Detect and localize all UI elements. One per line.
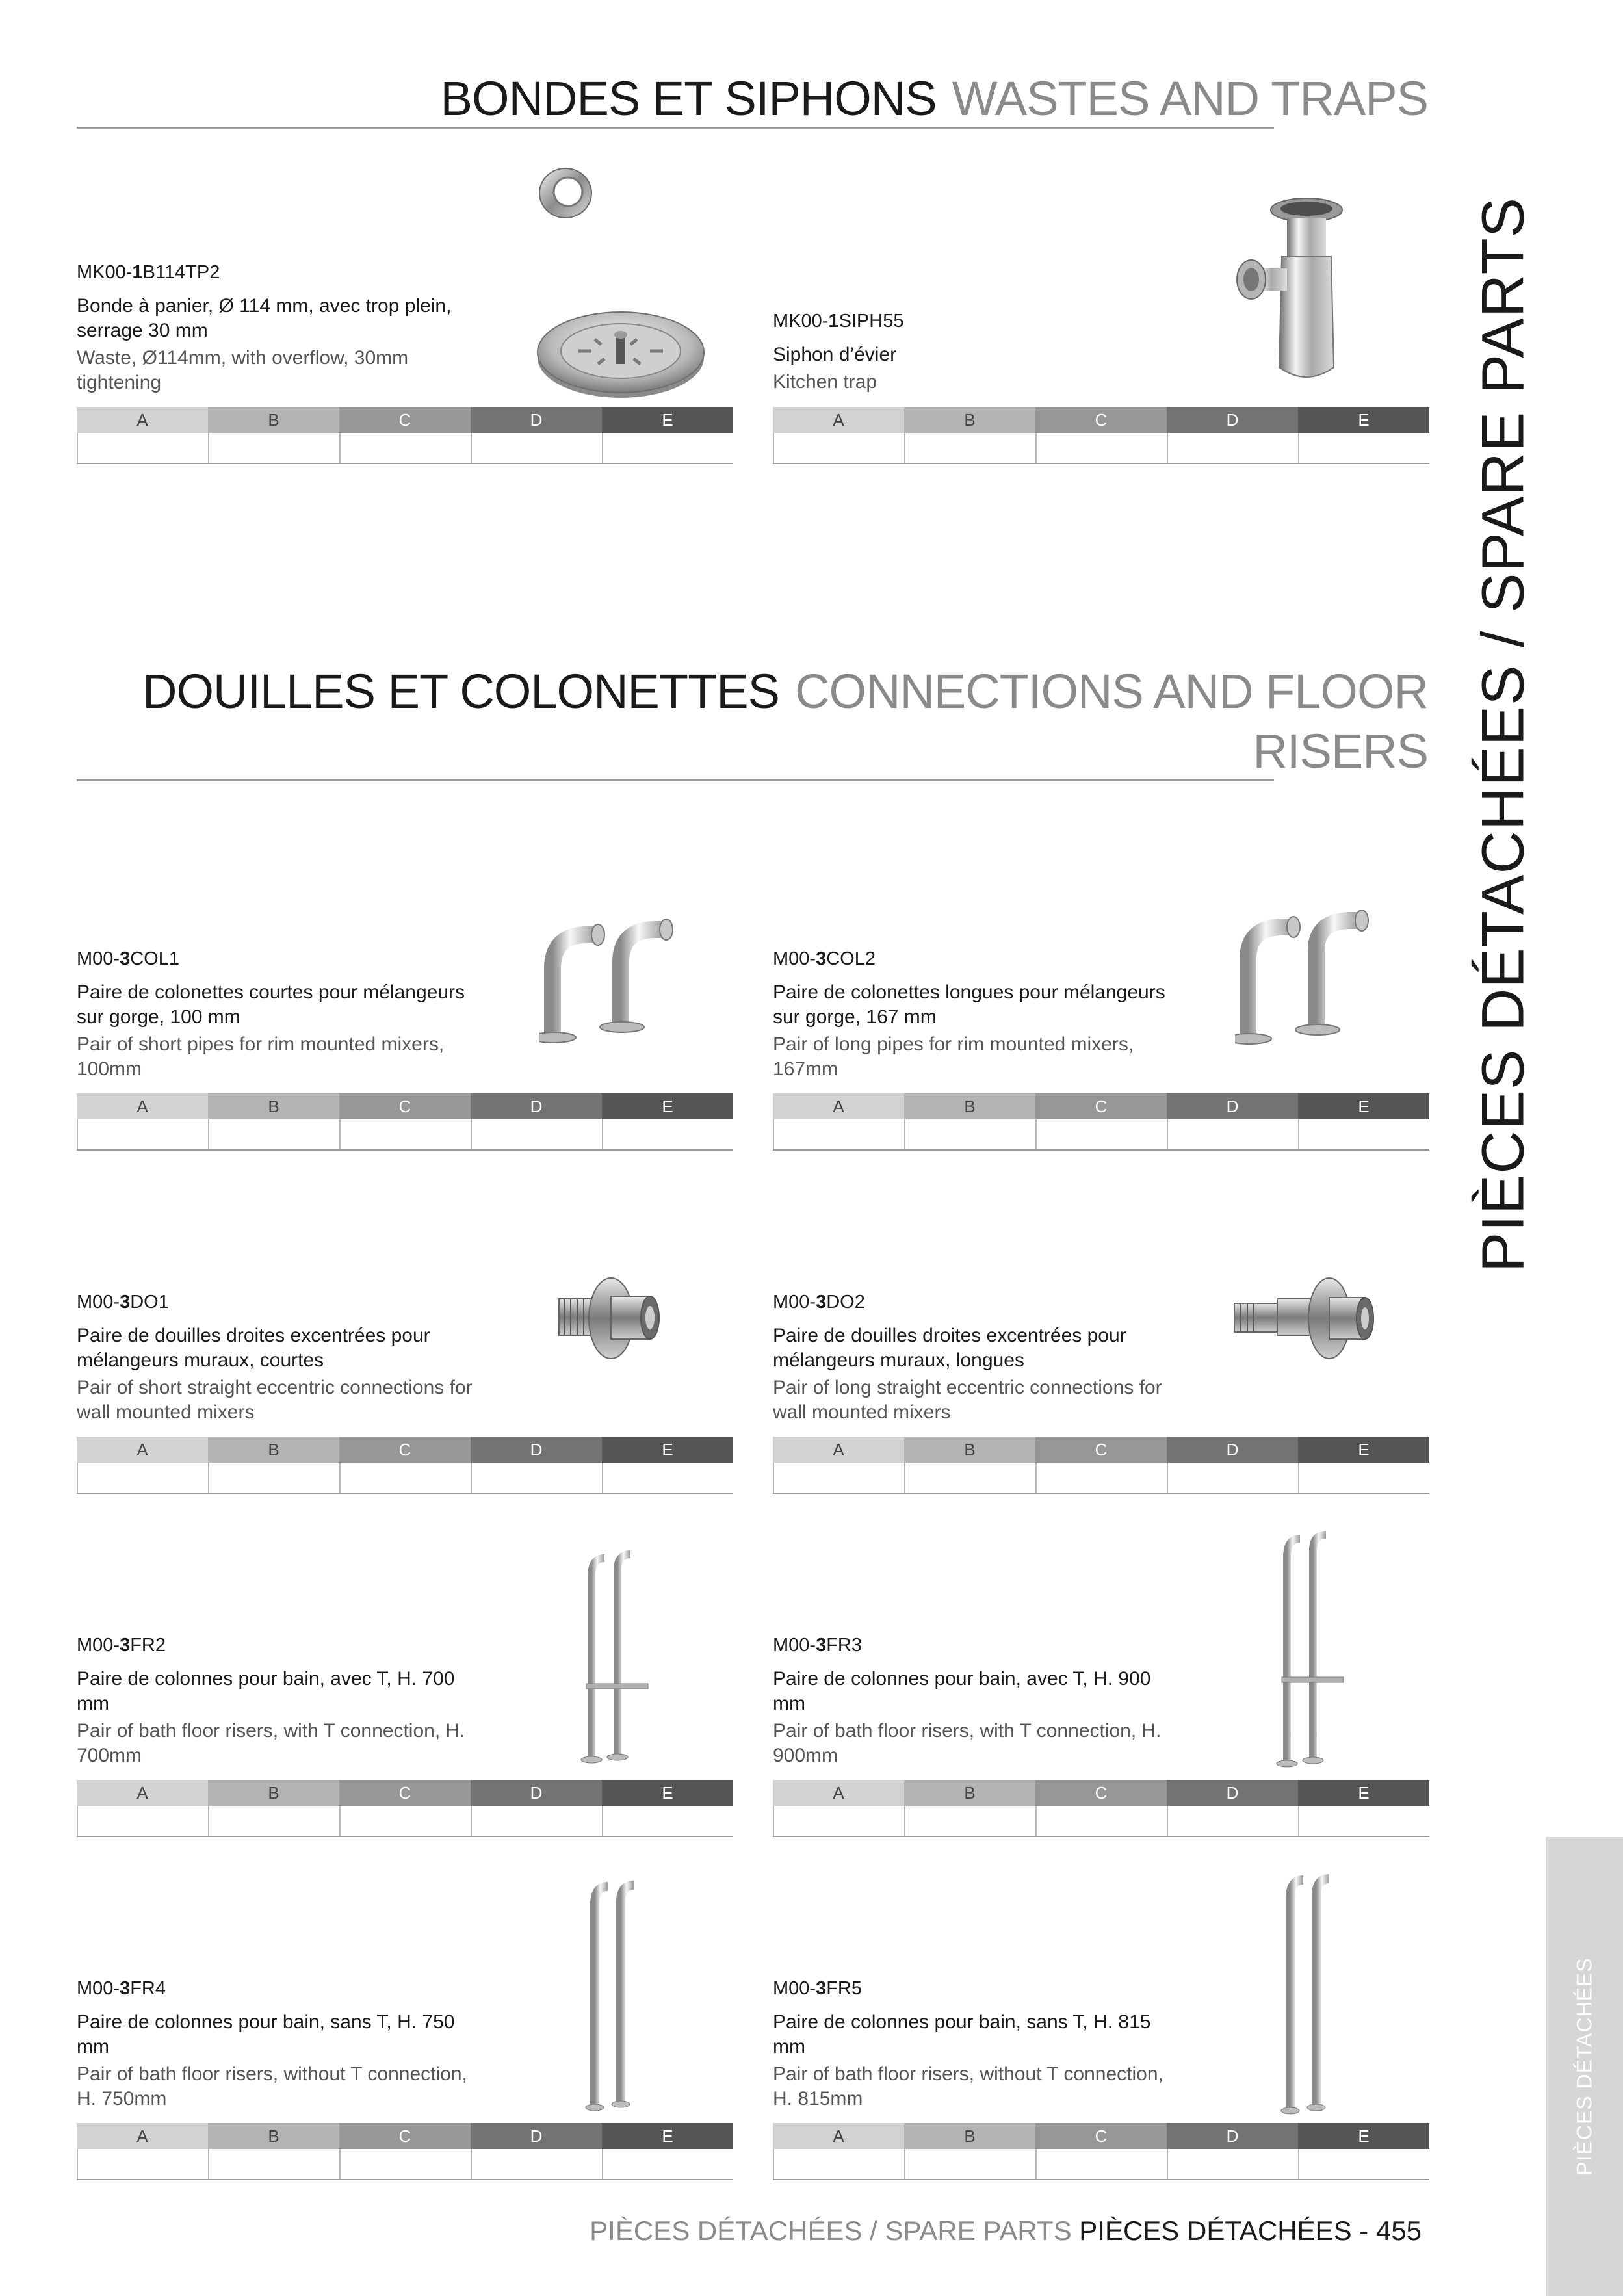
grade-c: C [1035, 1093, 1167, 1119]
product-ref: M00-3FR2 [77, 1635, 166, 1656]
product-desc-en: Pair of long pipes for rim mounted mixers, 167mm [773, 1034, 1134, 1080]
grade-a: A [77, 1437, 208, 1463]
section-rule [77, 127, 1274, 129]
vertical-title: PIÈCES DÉTACHÉES / SPARE PARTS [1470, 196, 1537, 1273]
grade-b: B [208, 407, 339, 433]
grade-a: A [77, 2123, 208, 2149]
grade-e: E [1298, 1093, 1429, 1119]
grade-e: E [602, 1093, 733, 1119]
grade-d: D [471, 1780, 602, 1806]
grade-b: B [208, 1093, 339, 1119]
grade-d: D [1167, 1093, 1298, 1119]
grade-a: A [77, 1093, 208, 1119]
grade-d: D [1167, 407, 1298, 433]
section-rule [77, 779, 1274, 781]
product-ref: M00-3FR4 [77, 1978, 166, 1999]
grade-b: B [904, 1093, 1035, 1119]
product-ref: MK00-1SIPH55 [773, 311, 904, 332]
section-title-en: CONNECTIONS AND FLOOR [795, 664, 1428, 718]
grade-d: D [471, 1093, 602, 1119]
floor-risers-t-image [1274, 1531, 1358, 1771]
product-desc-en: Pair of bath floor risers, without T connection, H. 815mm [773, 2063, 1163, 2109]
floor-risers-t-image [578, 1550, 663, 1765]
grade-d: D [471, 407, 602, 433]
product-desc-en: Waste, Ø114mm, with overflow, 30mm tightening [77, 347, 409, 393]
grade-c: C [1035, 1780, 1167, 1806]
product-desc-en: Pair of bath floor risers, with T connection, H. 900mm [773, 1720, 1162, 1766]
short-connection-image [552, 1268, 669, 1372]
grade-table [773, 407, 1429, 464]
grade-b: B [208, 1437, 339, 1463]
grade-c: C [339, 1780, 471, 1806]
product-ref: M00-3COL2 [773, 948, 876, 969]
side-tab[interactable] [1546, 1837, 1623, 2296]
grade-table [77, 1437, 733, 1494]
grade-b: B [904, 407, 1035, 433]
product-desc-en: Kitchen trap [773, 371, 877, 393]
grade-e: E [602, 1437, 733, 1463]
grade-d: D [1167, 2123, 1298, 2149]
vertical-title-wrap [1429, 150, 1578, 1320]
product-desc-en: Pair of long straight eccentric connections for wall mounted mixers [773, 1377, 1162, 1423]
product-desc-en: Pair of bath floor risers, with T connection, H. 700mm [77, 1720, 465, 1766]
footer-page: PIÈCES DÉTACHÉES - 455 [1079, 2215, 1422, 2246]
long-connection-image [1232, 1268, 1381, 1372]
product-desc-fr: Paire de douilles droites excentrées pour mélangeurs muraux, longues [773, 1325, 1126, 1371]
grade-table [77, 1780, 733, 1837]
product-desc-fr: Bonde à panier, Ø 114 mm, avec trop plein, serrage 30 mm [77, 295, 452, 341]
grade-d: D [1167, 1780, 1298, 1806]
product-desc-fr: Paire de douilles droites excentrées pour mélangeurs muraux, courtes [77, 1325, 430, 1371]
product-desc-fr: Paire de colonnes pour bain, sans T, H. 750 mm [77, 2011, 455, 2057]
grade-table [77, 2123, 733, 2180]
grade-a: A [773, 1093, 904, 1119]
footer-section: PIÈCES DÉTACHÉES / SPARE PARTS [590, 2215, 1072, 2246]
grade-b: B [208, 2123, 339, 2149]
product-ref: M00-3COL1 [77, 948, 179, 969]
section-title-fr: BONDES ET SIPHONS [440, 72, 937, 125]
grade-c: C [339, 407, 471, 433]
grade-e: E [602, 2123, 733, 2149]
long-pipes-image [1235, 910, 1378, 1047]
grade-e: E [1298, 407, 1429, 433]
grade-a: A [773, 1437, 904, 1463]
section-title-fr: DOUILLES ET COLONETTES [142, 664, 779, 718]
product-desc-en: Pair of short straight eccentric connections for wall mounted mixers [77, 1377, 473, 1423]
product-ref: M00-3FR3 [773, 1635, 863, 1656]
grade-c: C [339, 1093, 471, 1119]
grade-table [773, 2123, 1429, 2180]
product-desc-fr: Siphon d’évier [773, 344, 897, 365]
section-title-en: WASTES AND TRAPS [952, 72, 1428, 125]
product-desc-en: Pair of bath floor risers, without T connection, H. 750mm [77, 2063, 467, 2109]
product-ref: MK00-1B114TP2 [77, 262, 220, 283]
grade-c: C [339, 1437, 471, 1463]
product-desc-fr: Paire de colonettes courtes pour mélangeurs sur gorge, 100 mm [77, 982, 465, 1028]
grade-e: E [602, 407, 733, 433]
floor-risers-image [578, 1879, 656, 2113]
grade-table [77, 407, 733, 464]
grade-a: A [773, 1780, 904, 1806]
side-tab-label: PIÈCES DÉTACHÉES [1572, 1957, 1596, 2176]
grade-b: B [904, 2123, 1035, 2149]
grade-table [773, 1093, 1429, 1151]
short-pipes-image [539, 917, 682, 1047]
grade-e: E [602, 1780, 733, 1806]
grade-e: E [1298, 1437, 1429, 1463]
grade-a: A [77, 407, 208, 433]
grade-c: C [1035, 1437, 1167, 1463]
product-desc-en: Pair of short pipes for rim mounted mixers, 100mm [77, 1034, 445, 1080]
product-ref: M00-3FR5 [773, 1978, 863, 1999]
grade-b: B [208, 1780, 339, 1806]
grade-table [773, 1780, 1429, 1837]
grade-c: C [339, 2123, 471, 2149]
product-ref: M00-3DO2 [773, 1292, 865, 1312]
grade-a: A [773, 2123, 904, 2149]
grade-a: A [77, 1780, 208, 1806]
grade-c: C [1035, 2123, 1167, 2149]
product-desc-fr: Paire de colonnes pour bain, avec T, H. 700 mm [77, 1668, 455, 1714]
section-title-en-line2: RISERS [1253, 724, 1428, 778]
floor-risers-image [1274, 1872, 1352, 2116]
grade-a: A [773, 407, 904, 433]
page-footer [590, 2213, 1422, 2249]
grade-d: D [1167, 1437, 1298, 1463]
grade-c: C [1035, 407, 1167, 433]
grade-table [773, 1437, 1429, 1494]
product-desc-fr: Paire de colonnes pour bain, sans T, H. 815 mm [773, 2011, 1151, 2057]
ring-image [533, 159, 598, 224]
grade-e: E [1298, 2123, 1429, 2149]
section-title-connections [142, 662, 1428, 781]
grade-e: E [1298, 1780, 1429, 1806]
grade-b: B [904, 1780, 1035, 1806]
section-title-wastes [441, 69, 1428, 129]
product-desc-fr: Paire de colonnes pour bain, avec T, H. 900 mm [773, 1668, 1151, 1714]
grade-b: B [904, 1437, 1035, 1463]
product-ref: M00-3DO1 [77, 1292, 169, 1312]
product-desc-fr: Paire de colonettes longues pour mélangeurs sur gorge, 167 mm [773, 982, 1165, 1028]
basket-waste-image [533, 299, 708, 403]
grade-d: D [471, 2123, 602, 2149]
grade-d: D [471, 1437, 602, 1463]
bottle-trap-image [1228, 192, 1352, 387]
grade-table [77, 1093, 733, 1151]
